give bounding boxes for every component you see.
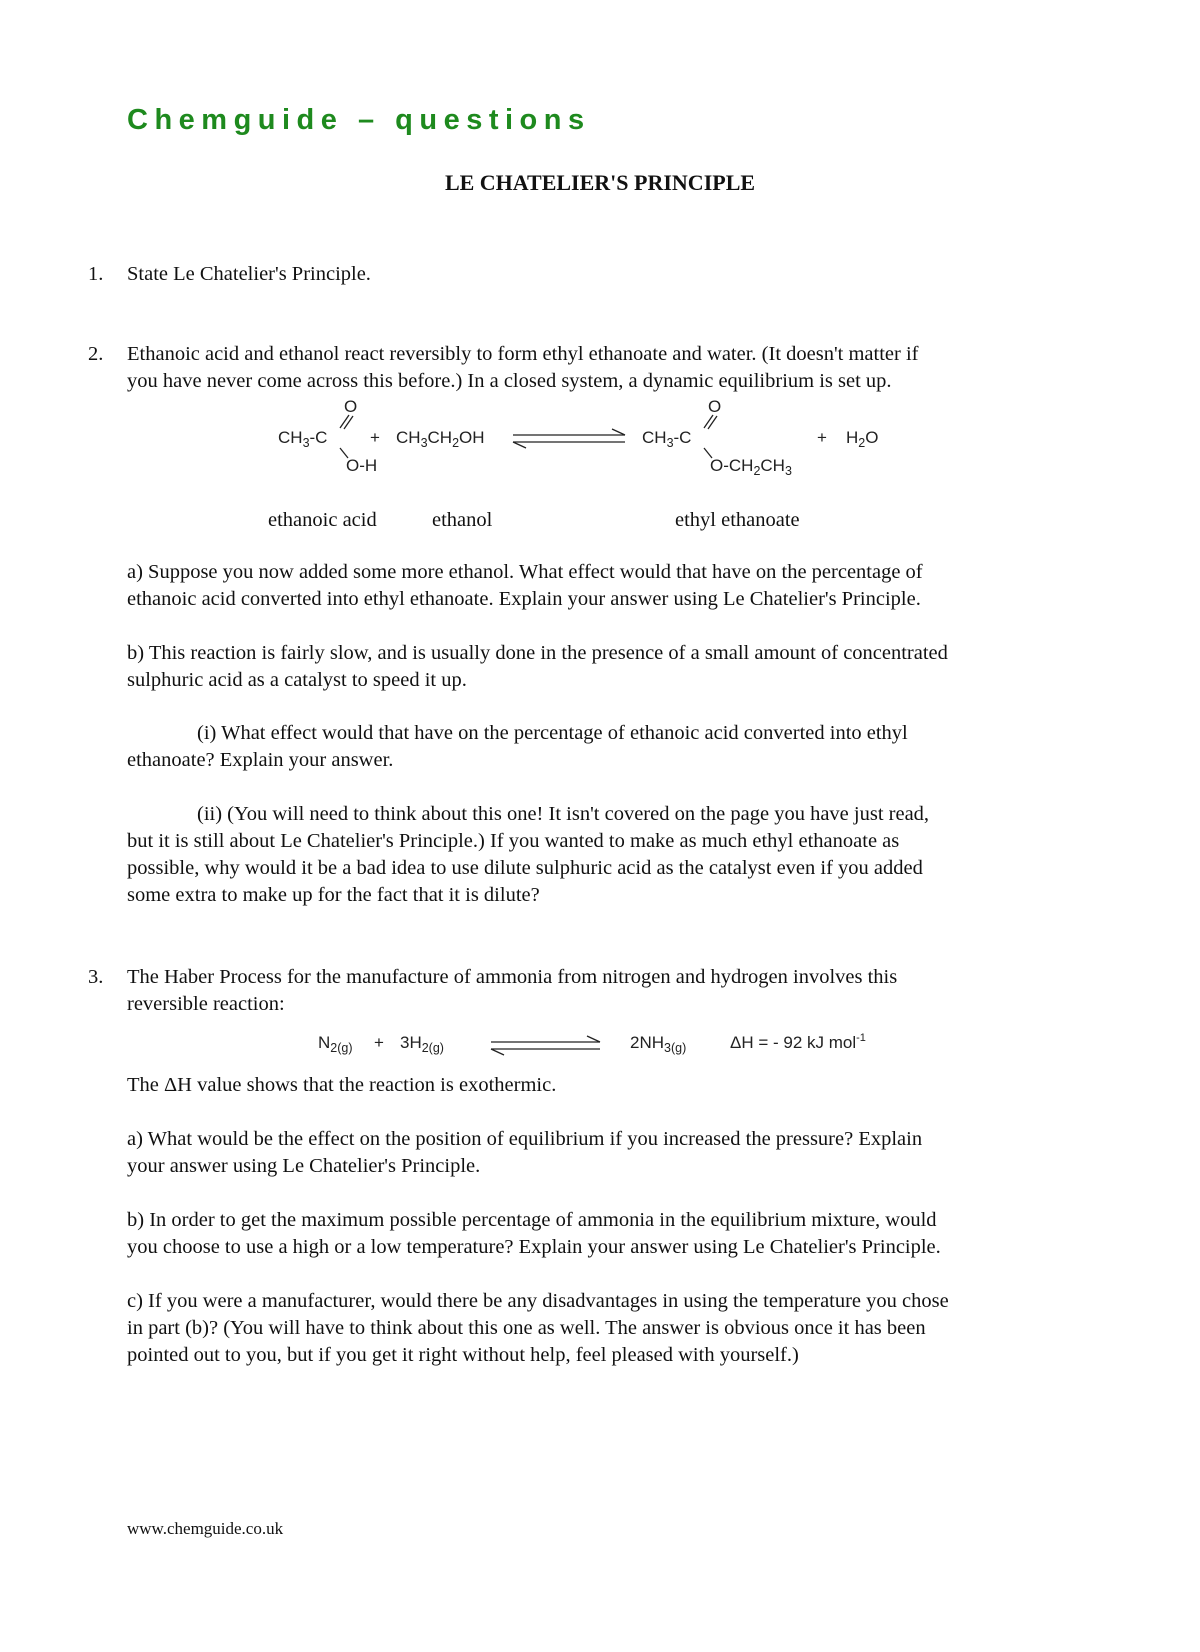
nitrogen-formula: $N_{2(g)}$ [318, 1033, 353, 1055]
esterification-equation [260, 398, 920, 478]
question-2b-ii-line-1: (ii) (You will need to think about this one! It isn't covered on the page you have just read, [197, 803, 930, 825]
question-3a-line-2: your answer using Le Chatelier's Principle. [127, 1155, 481, 1177]
plus-sign-1: + [370, 428, 380, 447]
acid-hydroxyl: O-H [346, 456, 378, 475]
haber-equation [318, 1022, 898, 1062]
acid-double-bond-b [344, 416, 353, 429]
ester-double-bond-b [708, 416, 717, 429]
question-2b-line-1: b) This reaction is fairly slow, and is usually done in the presence of a small amount of concentrated [127, 642, 948, 664]
label-ethanoic-acid: ethanoic acid [268, 509, 377, 531]
question-2a-line-2: ethanoic acid converted into ethyl ethanoate. Explain your answer using Le Chatelier's Principle. [127, 588, 921, 610]
question-3b-line-2: you choose to use a high or a low temperature? Explain your answer using Le Chatelier's Principle. [127, 1236, 941, 1258]
equilibrium-arrow-1 [513, 429, 625, 448]
ester-formula: $CH_3-C$ [642, 428, 692, 450]
ester-carbonyl-oxygen: O [708, 398, 722, 416]
page-title: LE CHATELIER'S PRINCIPLE [444, 170, 756, 195]
question-3-number: 3. [88, 966, 104, 988]
question-1-number: 1. [88, 263, 104, 285]
acid-formula: $CH_3-C$ [278, 428, 328, 450]
question-3c-line-2: in part (b)? (You will have to think about this one as well. The answer is obvious once it has been [127, 1317, 926, 1339]
question-2b-i-line-2: ethanoate? Explain your answer. [127, 749, 394, 771]
label-ethanol: ethanol [432, 509, 493, 531]
brand-heading: Chemguide – questions [127, 104, 591, 136]
question-2-intro-line-1: Ethanoic acid and ethanol react reversibly to form ethyl ethanoate and water. (It doesn't matter if [127, 343, 919, 365]
acid-double-bond-a [340, 415, 349, 428]
question-2-number: 2. [88, 343, 104, 365]
question-3-intro-line-1: The Haber Process for the manufacture of ammonia from nitrogen and hydrogen involves this [127, 966, 898, 988]
question-2b-ii-line-3: possible, why would it be a bad idea to use dilute sulphuric acid as the catalyst even if you added [127, 857, 923, 879]
ester-double-bond-a [704, 415, 713, 428]
question-2-intro-line-2: you have never come across this before.) In a closed system, a dynamic equilibrium is set up. [127, 370, 892, 392]
ester-alkoxy-group: $O-CH_2CH_3$ [710, 456, 792, 478]
water-formula: $H_2O$ [846, 428, 879, 450]
question-3b-line-1: b) In order to get the maximum possible percentage of ammonia in the equilibrium mixture, would [127, 1209, 937, 1231]
question-3-intro-line-2: reversible reaction: [127, 993, 285, 1015]
question-2a-line-1: a) Suppose you now added some more ethanol. What effect would that have on the percentage of [127, 561, 923, 583]
question-1-text: State Le Chatelier's Principle. [127, 263, 371, 285]
question-3c-line-1: c) If you were a manufacturer, would there be any disadvantages in using the temperature you chose [127, 1290, 949, 1312]
question-2b-ii-line-4: some extra to make up for the fact that it is dilute? [127, 884, 540, 906]
hydrogen-formula: $3H_{2(g)}$ [400, 1033, 444, 1055]
question-2b-i-line-1: (i) What effect would that have on the percentage of ethanoic acid converted into ethyl [197, 722, 908, 744]
footer-url: www.chemguide.co.uk [127, 1519, 284, 1538]
question-3a-line-1: a) What would be the effect on the position of equilibrium if you increased the pressure? Explain [127, 1128, 923, 1150]
ethanol-formula: $CH_3CH_2OH$ [396, 428, 485, 450]
label-ethyl-ethanoate: ethyl ethanoate [675, 509, 800, 531]
enthalpy-change: ΔH = - 92 kJ mol$^{-1}$ [730, 1032, 866, 1052]
plus-sign-3: + [374, 1033, 384, 1052]
question-2b-line-2: sulphuric acid as a catalyst to speed it up. [127, 669, 467, 691]
question-3c-line-3: pointed out to you, but if you get it right without help, feel pleased with yourself.) [127, 1344, 799, 1366]
question-3-note: The ΔH value shows that the reaction is exothermic. [127, 1074, 557, 1096]
question-2b-ii-line-2: but it is still about Le Chatelier's Principle.) If you wanted to make as much ethyl ethanoate as [127, 830, 900, 852]
plus-sign-2: + [817, 428, 827, 447]
acid-carbonyl-oxygen: O [344, 398, 358, 416]
ammonia-formula: $2NH_{3(g)}$ [630, 1033, 687, 1055]
equilibrium-arrow-2 [491, 1036, 600, 1055]
